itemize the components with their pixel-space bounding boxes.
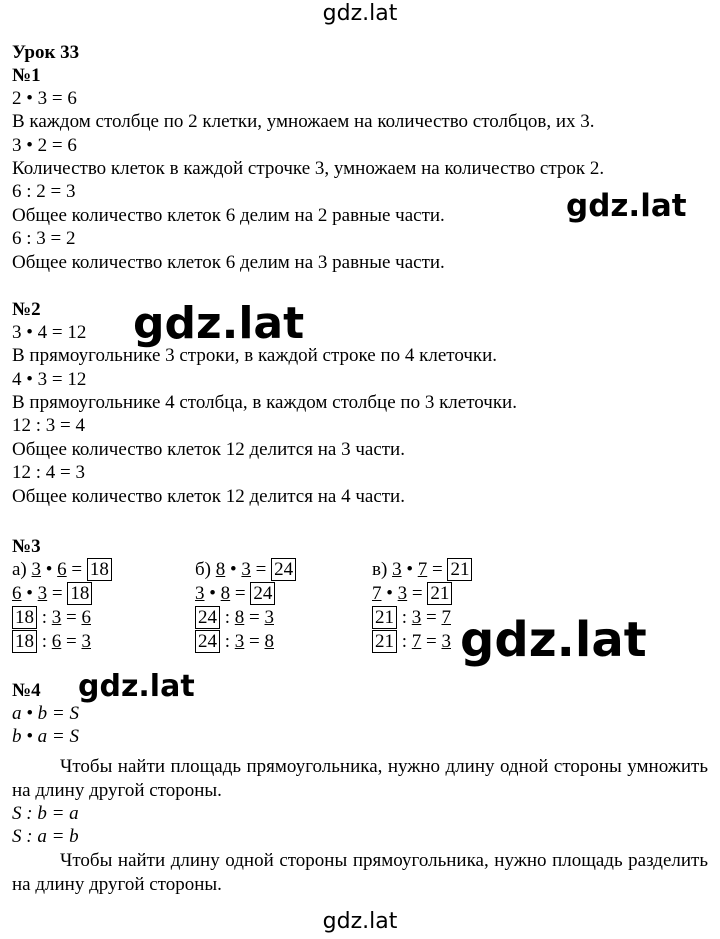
task2-line: В прямоугольнике 4 столбца, в каждом столбце по 3 клеточки. (12, 392, 517, 413)
task2-line: Общее количество клеток 12 делится на 3 части. (12, 439, 405, 460)
operator: : (41, 607, 48, 628)
task4-heading: №4 (12, 680, 41, 701)
lesson-title: Урок 33 (12, 42, 80, 63)
boxed-operand: 24 (195, 606, 220, 629)
result: 3 (441, 631, 451, 652)
task2-heading: №2 (12, 299, 41, 320)
boxed-result: 18 (87, 558, 112, 581)
equation: а) 3 • 6 = 18 (12, 558, 112, 582)
operand: 3 (31, 559, 42, 580)
result: 7 (441, 607, 451, 628)
column-label: б) (195, 559, 211, 580)
boxed-operand: 18 (12, 630, 37, 653)
task1-line: Общее количество клеток 6 делим на 2 равные части. (12, 205, 445, 226)
watermark-overlay: gdz.lat (460, 612, 647, 668)
operator: : (224, 607, 231, 628)
equation: 18 : 3 = 6 (12, 606, 112, 630)
result: 6 (81, 607, 91, 628)
operator: : (224, 631, 231, 652)
formula: S : b = a (12, 803, 79, 824)
result: 3 (264, 607, 274, 628)
task1-line: 3 • 2 = 6 (12, 135, 77, 156)
equation: 21 : 7 = 3 (372, 630, 472, 654)
boxed-operand: 21 (372, 630, 397, 653)
task1-line: В каждом столбце по 2 клетки, умножаем на количество столбцов, их 3. (12, 111, 595, 132)
operand: 3 (234, 631, 245, 652)
task3-column-b (195, 558, 296, 654)
equation: 21 : 3 = 7 (372, 606, 472, 630)
operand: 3 (37, 583, 48, 604)
operator: : (401, 607, 408, 628)
operand: 6 (12, 583, 22, 604)
equation: б) 8 • 3 = 24 (195, 558, 296, 582)
task1-line: Количество клеток в каждой строчке 3, умножаем на количество строк 2. (12, 158, 605, 179)
task1-line: 6 : 3 = 2 (12, 228, 76, 249)
boxed-operand: 18 (12, 606, 37, 629)
equation: 24 : 3 = 8 (195, 630, 296, 654)
operand: 3 (392, 559, 402, 580)
formula: a • b = S (12, 703, 79, 724)
task1-line: 2 • 3 = 6 (12, 88, 77, 109)
task1-heading: №1 (12, 65, 41, 86)
operator: • (386, 583, 393, 604)
task3-column-c (372, 558, 472, 654)
explanation-paragraph: Чтобы найти длину одной стороны прямоугольника, нужно площадь разделить на длину другой стороны. (12, 850, 708, 895)
operand: 3 (397, 583, 408, 604)
explanation-paragraph: Чтобы найти площадь прямоугольника, нужно длину одной стороны умножить на длину другой стороны. (12, 756, 708, 801)
operand: 7 (411, 631, 422, 652)
task2-line: 12 : 4 = 3 (12, 462, 85, 483)
operand: 6 (51, 631, 62, 652)
task3-column-a (12, 558, 112, 654)
equation: 3 • 8 = 24 (195, 582, 296, 606)
task2-line: 3 • 4 = 12 (12, 322, 87, 343)
column-label: а) (12, 559, 27, 580)
operand: 8 (215, 559, 226, 580)
operand: 3 (195, 583, 205, 604)
operator: • (406, 559, 413, 580)
boxed-result: 21 (447, 558, 472, 581)
boxed-result: 18 (67, 582, 92, 605)
task2-line: В прямоугольнике 3 строки, в каждой строке по 4 клеточки. (12, 345, 498, 366)
formula: b • a = S (12, 726, 79, 747)
operator: : (401, 631, 408, 652)
operand: 3 (411, 607, 422, 628)
watermark-overlay: gdz.lat (133, 298, 305, 349)
boxed-result: 24 (250, 582, 275, 605)
operator: • (209, 583, 216, 604)
watermark-top: gdz.lat (322, 1, 398, 26)
boxed-operand: 21 (372, 606, 397, 629)
column-label: в) (372, 559, 388, 580)
equation: 18 : 6 = 3 (12, 630, 112, 654)
task2-line: 12 : 3 = 4 (12, 415, 85, 436)
boxed-result: 21 (427, 582, 452, 605)
boxed-operand: 24 (195, 630, 220, 653)
watermark-bottom: gdz.lat (322, 909, 398, 934)
result: 3 (81, 631, 91, 652)
operand: 7 (372, 583, 382, 604)
equation: 24 : 8 = 3 (195, 606, 296, 630)
task1-line: 6 : 2 = 3 (12, 181, 76, 202)
task2-line: 4 • 3 = 12 (12, 369, 87, 390)
result: 8 (264, 631, 274, 652)
operand: 6 (57, 559, 67, 580)
task3-heading: №3 (12, 536, 41, 557)
watermark-overlay: gdz.lat (566, 188, 687, 224)
operand: 8 (220, 583, 231, 604)
equation: 6 • 3 = 18 (12, 582, 112, 606)
operand: 8 (234, 607, 245, 628)
formula: S : a = b (12, 826, 79, 847)
operand: 7 (417, 559, 428, 580)
task1-line: Общее количество клеток 6 делим на 3 равные части. (12, 252, 445, 273)
task2-line: Общее количество клеток 12 делится на 4 части. (12, 486, 405, 507)
boxed-result: 24 (271, 558, 296, 581)
operand: 3 (241, 559, 251, 580)
operand: 3 (51, 607, 62, 628)
operator: • (26, 583, 33, 604)
operator: • (45, 559, 53, 580)
operator: : (41, 631, 48, 652)
operator: • (230, 559, 237, 580)
equation: в) 3 • 7 = 21 (372, 558, 472, 582)
equation: 7 • 3 = 21 (372, 582, 472, 606)
watermark-overlay: gdz.lat (78, 669, 195, 704)
